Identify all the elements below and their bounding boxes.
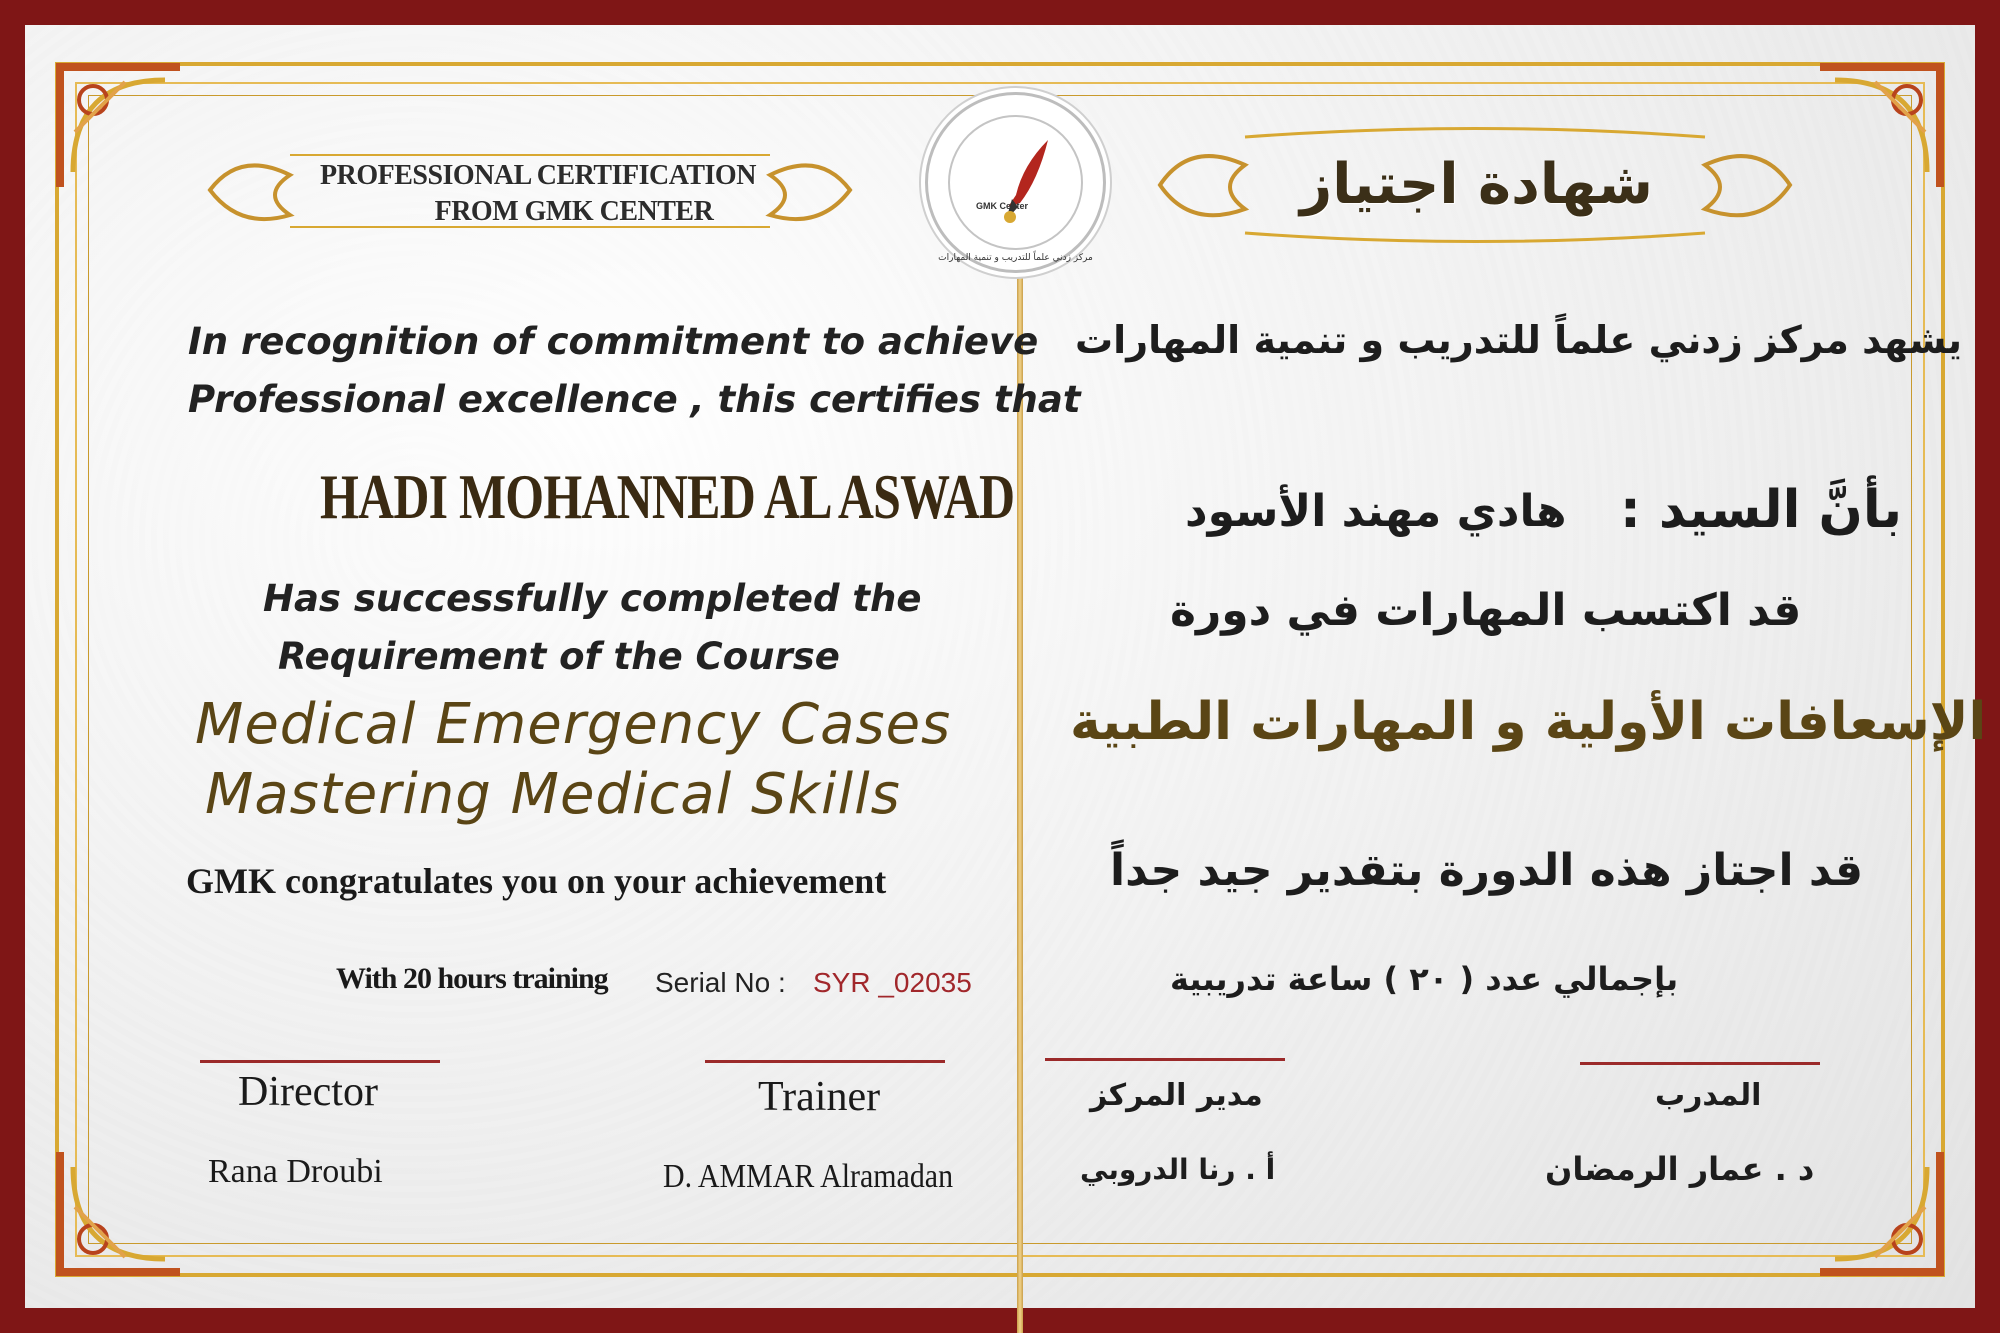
- arabic-trainer-label: المدرب: [1655, 1078, 1762, 1113]
- director-name: Rana Droubi: [208, 1153, 383, 1190]
- trainer-signature-line: [705, 1060, 945, 1063]
- trainer-label: Trainer: [758, 1074, 881, 1120]
- trainer-name: D. AMMAR Alramadan: [663, 1158, 954, 1195]
- arabic-director-name: أ . رنا الدروبي: [1080, 1153, 1276, 1186]
- serial-label: Serial No :: [655, 967, 786, 998]
- arabic-mister-label: بأنَّ السيد :: [1620, 480, 1902, 540]
- serial-number: SYR _02035: [813, 967, 972, 998]
- arabic-certifies-line: يشهد مركز زدني علماً للتدريب و تنمية المهارات: [1075, 318, 1963, 362]
- congratulations-text: GMK congratulates you on your achievement: [186, 861, 887, 901]
- arabic-training-hours: بإجمالي عدد ( ٢٠ ) ساعة تدريبية: [1170, 960, 1679, 998]
- corner-ornament-top-left: [55, 62, 185, 192]
- ar-director-signature-line: [1045, 1058, 1285, 1061]
- ar-trainer-signature-line: [1580, 1062, 1820, 1065]
- arabic-trainer-name: د . عمار الرمضان: [1545, 1150, 1815, 1188]
- gmk-seal: [925, 92, 1106, 273]
- corner-ornament-bottom-right: [1815, 1147, 1945, 1277]
- training-hours-english: With 20 hours training: [336, 962, 608, 995]
- arabic-acquired-line: قد اكتسب المهارات في دورة: [1170, 585, 1802, 636]
- arabic-course-name: الإسعافات الأولية و المهارات الطبية: [1070, 692, 1987, 752]
- arabic-recipient-name: هادي مهند الأسود: [1185, 486, 1567, 537]
- recognition-line-2: Professional excellence , this certifies that: [188, 378, 1081, 421]
- completed-line-1: Has successfully completed the: [263, 577, 922, 620]
- pen-nib-icon: [928, 95, 1103, 270]
- recognition-line-1: In recognition of commitment to achieve: [188, 320, 1039, 363]
- header-english-line2: FROM GMK CENTER: [434, 196, 714, 227]
- arabic-director-label: مدير المركز: [1090, 1078, 1263, 1113]
- recipient-name-english: HADI MOHANNED AL ASWAD: [320, 461, 1015, 532]
- corner-ornament-bottom-left: [55, 1147, 185, 1277]
- corner-ornament-top-right: [1815, 62, 1945, 192]
- header-english: [320, 158, 756, 230]
- course-name-line-2: Mastering Medical Skills: [205, 762, 901, 827]
- header-english-line1: PROFESSIONAL CERTIFICATION: [320, 160, 756, 191]
- arabic-passed-line: قد اجتاز هذه الدورة بتقدير جيد جداً: [1110, 845, 1864, 896]
- arabic-title: شهادة اجتياز: [1300, 152, 1653, 217]
- director-signature-line: [200, 1060, 440, 1063]
- completed-line-2: Requirement of the Course: [278, 635, 840, 678]
- director-label: Director: [238, 1069, 378, 1115]
- course-name-line-1: Medical Emergency Cases: [195, 692, 952, 757]
- seal-center-text: GMK Center: [976, 201, 1029, 211]
- seal-ring-text: مركز زدني علماً للتدريب و تنمية المهارات: [938, 253, 1093, 263]
